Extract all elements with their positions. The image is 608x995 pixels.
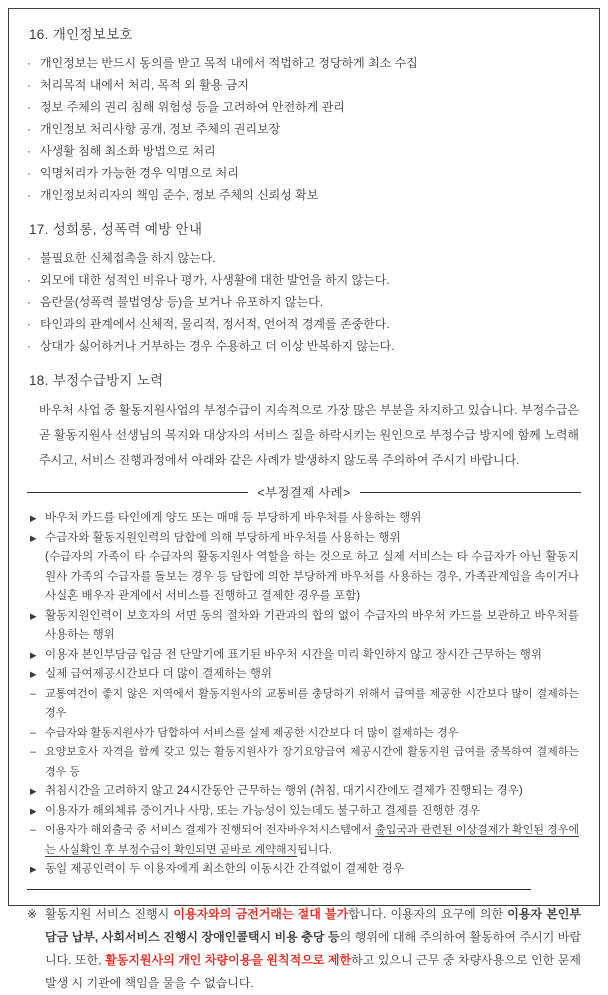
text-segment: 하고 있으니 근무 중 차량사용으로 인한 문제 발생 시 기관에 책임을 물을 수 없습니다. — [45, 952, 581, 990]
fraud-case-text — [45, 607, 579, 646]
fraud-case-text — [45, 860, 579, 880]
section-privacy-title: 16. 개인정보보호 — [29, 27, 133, 42]
text-segment: 실제 급여제공시간보다 더 많이 결제하는 행위 — [45, 668, 273, 680]
guideline-text: 정보 주체의 권리 침해 위험성 등을 고려하여 안전하게 관리 — [40, 100, 345, 114]
dot-bullet-icon: · — [27, 317, 31, 331]
fraud-cases-legend: <부정결제 사례> — [257, 486, 351, 500]
arrow-bullet-icon: ▶ — [30, 669, 37, 679]
arrow-bullet-icon: ▶ — [30, 864, 37, 874]
text-segment: 활동지원인력이 보호자의 서면 동의 절차와 기관과의 합의 없이 수급자의 바우처 카드를 보관하고 바우처를 사용하는 행위 — [45, 609, 579, 641]
dot-bullet-icon: · — [27, 56, 31, 70]
text-segment: 취침시간을 고려하지 않고 24시간동안 근무하는 행위 (취침, 대기시간에도 결제가 진행되는 경우) — [45, 785, 523, 797]
guideline-text: 타인과의 관계에서 신체적, 물리적, 정서적, 언어적 경계를 존중한다. — [40, 317, 390, 331]
fraud-case-item — [29, 724, 579, 744]
guideline-item — [27, 74, 581, 96]
dot-bullet-icon: · — [27, 273, 31, 287]
text-segment: 동일 제공인력이 두 이용자에게 최소한의 이동시간 간격없이 결제한 경우 — [45, 863, 404, 875]
fraud-case-text — [45, 821, 579, 860]
fraud-case-item — [29, 860, 579, 880]
section-fraud-prevention — [27, 371, 581, 473]
guideline-text: 개인정보 처리사항 공개, 정보 주체의 권리보장 — [40, 122, 281, 136]
arrow-bullet-icon: ▶ — [30, 649, 37, 660]
fraud-case-text — [45, 509, 579, 529]
text-segment: 활동지원사의 개인 차량이용을 원칙적으로 제한 — [105, 952, 352, 967]
dot-bullet-icon: · — [27, 188, 31, 202]
fraud-cases-box — [27, 483, 581, 890]
arrow-bullet-icon: ▶ — [30, 805, 37, 816]
guideline-text: 개인정보처리자의 책임 준수, 정보 주체의 신뢰성 확보 — [40, 188, 319, 202]
guideline-text: 익명처리가 가능한 경우 익명으로 처리 — [40, 166, 239, 180]
dot-bullet-icon: · — [27, 339, 31, 353]
fraud-case-text — [45, 802, 579, 822]
arrow-bullet-icon: ▶ — [30, 513, 37, 523]
text-segment: 이용자 본인부담금 납부, 사회서비스 진행시 장애인콜택시 비용 충당 등 — [45, 906, 581, 944]
guideline-item — [27, 313, 581, 335]
fraud-case-text — [45, 646, 579, 666]
fraud-case-text — [45, 665, 579, 685]
dot-bullet-icon: · — [27, 122, 31, 136]
text-segment: 출입국과 관련된 이상결제가 확인된 경우에는 사실확인 후 부정수급이 확인되면 곧바로 계약해지 — [45, 824, 579, 856]
fraud-case-text — [45, 782, 579, 802]
fraud-case-item — [29, 548, 579, 607]
dash-bullet-icon: – — [30, 726, 37, 739]
dash-bullet-icon: – — [30, 687, 37, 700]
guideline-text: 외모에 대한 성적인 비유나 평가, 사생활에 대한 발언을 하지 않는다. — [40, 273, 390, 287]
section-privacy-list — [27, 52, 581, 206]
section-harassment-title: 17. 성희롱, 성폭력 예방 안내 — [29, 222, 203, 237]
fraud-case-text — [45, 685, 579, 724]
fraud-case-item — [29, 802, 579, 822]
section-fraud-title: 18. 부정수급방지 노력 — [29, 373, 164, 388]
text-segment: 이용자 본인부담금 입금 전 단말기에 표기된 바우처 시간을 미리 확인하지 않고 장시간 근무하는 행위 — [45, 648, 543, 661]
dot-bullet-icon: · — [27, 100, 31, 114]
fraud-case-text — [45, 724, 579, 744]
guideline-item — [27, 291, 581, 313]
guideline-item — [27, 162, 581, 184]
footer-warning-text — [45, 903, 581, 995]
guideline-text: 사생활 침해 최소화 방법으로 처리 — [40, 144, 216, 158]
text-segment: 이용자와의 금전거래는 절대 불가 — [173, 906, 349, 921]
footer-warning-note — [27, 903, 581, 995]
fraud-intro-paragraph: 바우처 사업 중 활동지원사업의 부정수급이 지속적으로 가장 많은 부분을 차지하고 있습니다. 부정수급은 곧 활동지원사 선생님의 복지와 대상자의 서비스 질을 하락시키는 원인으로 부정수급 방지에 함께 노력해주시고, 서비스 진행과정에서 아래와 같은 사례가 발생하지 않도록 주의하여 주시기 바랍니다. — [39, 403, 579, 467]
text-segment: 바우처 카드를 타인에게 양도 또는 매매 등 부당하게 바우처를 사용하는 행위 — [45, 512, 422, 524]
guideline-item — [27, 269, 581, 291]
arrow-bullet-icon: ▶ — [30, 786, 37, 796]
text-segment: (수급자의 가족이 타 수급자의 활동지원사 역할을 하는 것으로 하고 실제 서비스는 타 수급자가 아닌 활동지원사 가족의 수급자를 돌보는 경우 등 담합에 의한 부당하게 바우처를 사용하는 경우, 가족관계임을 속이거나 사실혼 배우자 관계에서 서비스를 진행하고 결제한 경우를 포함) — [45, 551, 579, 602]
fraud-case-item — [29, 782, 579, 802]
fraud-case-text — [45, 548, 579, 607]
fraud-case-text — [45, 529, 579, 549]
text-segment: 수급자와 활동지원인력의 담합에 의해 부당하게 바우처를 사용하는 행위 — [45, 531, 401, 544]
dot-bullet-icon: · — [27, 295, 31, 309]
reference-mark: ※ — [27, 906, 38, 921]
guideline-text: 음란물(성폭력 불법영상 등)을 보거나 유포하지 않는다. — [40, 295, 324, 309]
text-segment: 교통여건이 좋지 않은 지역에서 활동지원사의 교통비를 충당하기 위해서 급여를 제공한 시간보다 많이 결제하는 경우 — [45, 687, 579, 719]
indent-spacer — [29, 548, 45, 607]
fraud-case-item — [29, 743, 579, 782]
text-segment: 이용자가 해외체류 중이거나 사망, 또는 가능성이 있는데도 불구하고 결제를 진행한 경우 — [45, 804, 481, 817]
dot-bullet-icon: · — [27, 144, 31, 158]
guideline-text: 상대가 싫어하거나 거부하는 경우 수용하고 더 이상 반복하지 않는다. — [40, 339, 395, 353]
fraud-case-item — [29, 509, 579, 529]
legend-rule-right — [360, 492, 581, 493]
guideline-item — [27, 52, 581, 74]
text-segment: 됩니다. — [297, 843, 333, 856]
fraud-case-text — [45, 743, 579, 782]
fraud-cases-list — [29, 509, 579, 880]
fraud-case-item — [29, 607, 579, 646]
text-segment: 이용자가 해외출국 중 서비스 결제가 진행되어 전자바우처시스템에서 — [45, 824, 376, 836]
guideline-item — [27, 335, 581, 357]
guideline-text: 불필요한 신체접촉을 하지 않는다. — [40, 251, 216, 265]
section-harassment-list — [27, 247, 581, 357]
fraud-cases-closing-rule — [27, 889, 531, 890]
fraud-case-item — [29, 646, 579, 666]
guideline-item — [27, 140, 581, 162]
guideline-item — [27, 184, 581, 206]
guideline-item — [27, 96, 581, 118]
arrow-bullet-icon: ▶ — [30, 532, 37, 543]
dot-bullet-icon: · — [27, 166, 31, 180]
text-segment: 의 행위에 대해 주의하여 활동하여 주시기 바랍니다. 또한, — [45, 929, 581, 967]
legend-rule-left — [27, 492, 248, 493]
text-segment: 활동지원 서비스 진행시 — [45, 906, 174, 921]
text-segment: 합니다. 이용자의 요구에 의한 — [348, 906, 508, 921]
fraud-case-item — [29, 665, 579, 685]
arrow-bullet-icon: ▶ — [30, 610, 37, 621]
dot-bullet-icon: · — [27, 251, 31, 265]
dash-bullet-icon: – — [30, 746, 37, 758]
fraud-case-item — [29, 685, 579, 724]
guideline-item — [27, 247, 581, 269]
text-segment: 요양보호사 자격을 함께 갖고 있는 활동지원사가 장기요양급여 제공시간에 활동지원 급여를 중복하여 결제하는 경우 등 — [45, 746, 579, 778]
document-page — [8, 8, 600, 990]
guideline-item — [27, 118, 581, 140]
fraud-case-item — [29, 821, 579, 860]
fraud-case-item — [29, 529, 579, 549]
dot-bullet-icon: · — [27, 78, 31, 92]
fraud-cases-legend-row — [27, 483, 581, 501]
section-privacy — [27, 25, 581, 206]
section-harassment-prevention — [27, 220, 581, 357]
guideline-text: 처리목적 내에서 처리, 목적 외 활용 금지 — [40, 78, 249, 92]
text-segment: 수급자와 활동지원사가 담합하여 서비스를 실제 제공한 시간보다 더 많이 결제하는 경우 — [45, 726, 459, 739]
guideline-text: 개인정보는 반드시 동의를 받고 목적 내에서 적법하고 정당하게 최소 수집 — [40, 56, 418, 70]
dash-bullet-icon: – — [30, 824, 37, 836]
